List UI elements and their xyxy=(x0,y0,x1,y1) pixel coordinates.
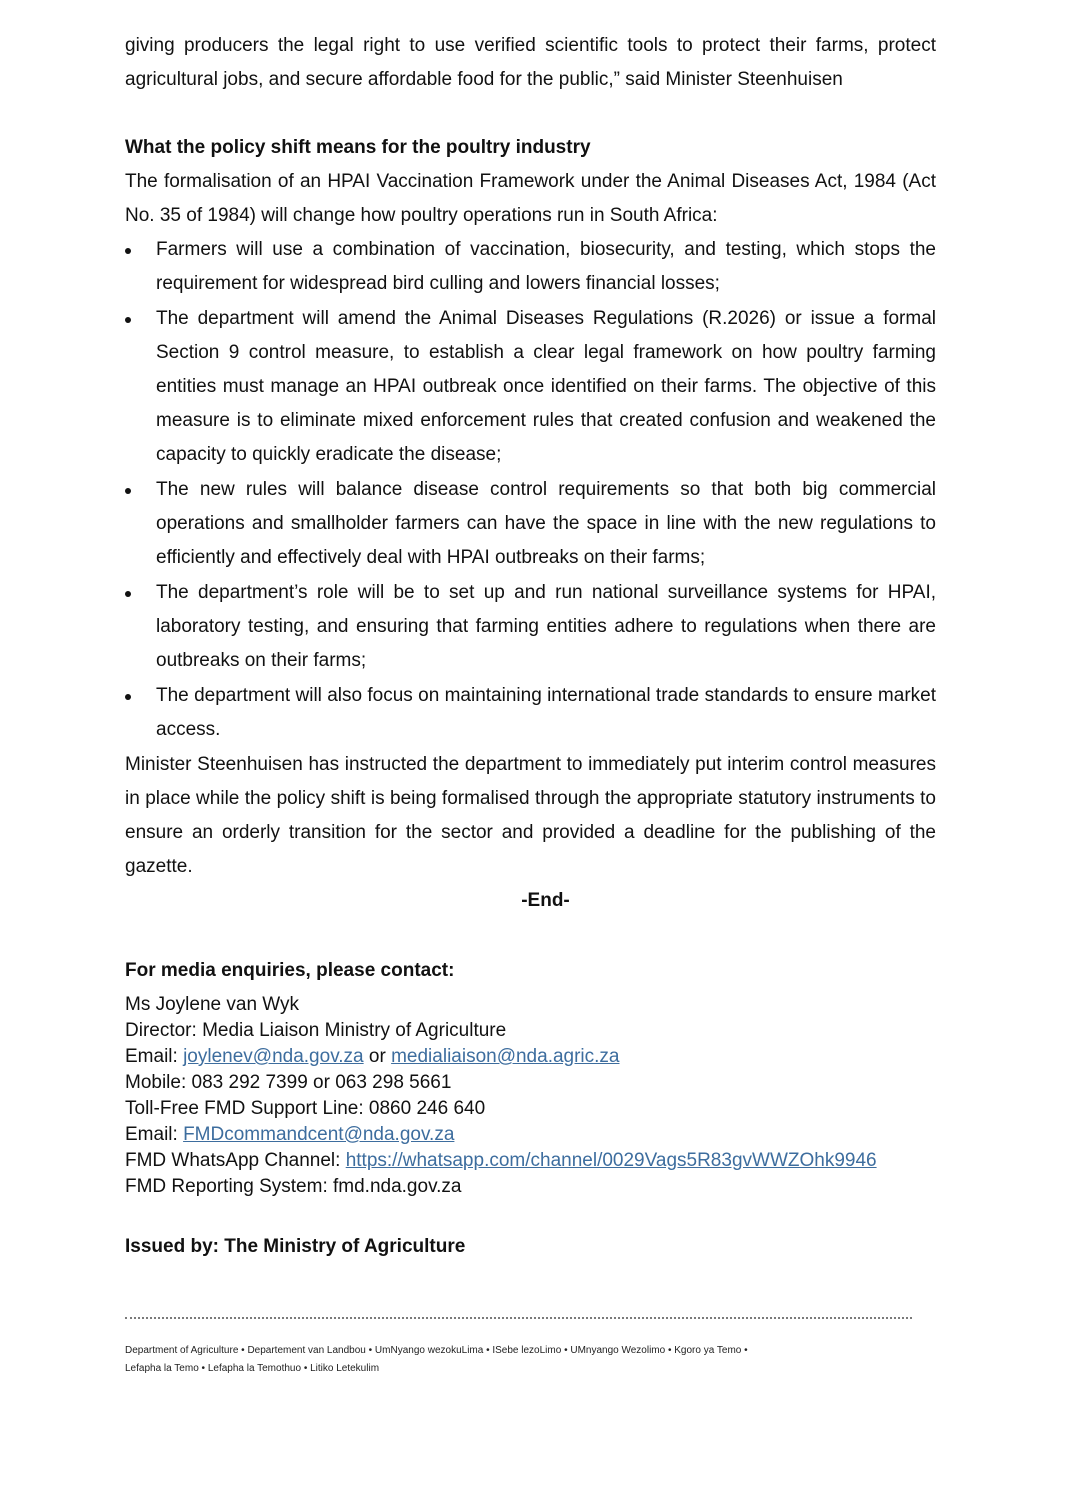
contact-email-row xyxy=(125,1044,945,1070)
list-item xyxy=(125,473,936,575)
fmd-email-row xyxy=(125,1122,945,1148)
policy-bullet-list xyxy=(125,233,936,747)
body-content xyxy=(125,29,936,918)
footer-departments xyxy=(125,1342,845,1378)
bullet-icon xyxy=(125,488,131,494)
bullet-icon xyxy=(125,591,131,597)
intro-paragraph: giving producers the legal right to use verified scientific tools to protect their farms, protect agricultural jobs, and secure affordable food for the public,” said Minister Steenhuisen xyxy=(125,35,936,90)
list-item xyxy=(125,679,936,747)
bullet-icon xyxy=(125,317,131,323)
list-item-text: The department will amend the Animal Diseases Regulations (R.2026) or issue a formal Section 9 control measure, to establish a clear legal framework on how poultry farming entities must manage an HPAI outbreak once identified on their farms. The objective of this measure is to eliminate mixed enforcement rules that created confusion and weakened the capacity to quickly eradicate the disease; xyxy=(156,308,936,465)
list-item xyxy=(125,302,936,472)
footer-line-2: Lefapha la Temo • Lefapha la Temothuo • Litiko Letekulim xyxy=(125,1363,380,1374)
section-heading: What the policy shift means for the poultry industry xyxy=(125,137,591,158)
email-link-joylene[interactable]: joylenev@nda.gov.za xyxy=(183,1046,364,1067)
list-item-text: The department’s role will be to set up and run national surveillance systems for HPAI, laboratory testing, and ensuring that farming entities adhere to regulations when there are outbreaks on their farms; xyxy=(156,582,936,671)
list-item xyxy=(125,576,936,678)
bullet-icon xyxy=(125,694,131,700)
footer-line-1: Department of Agriculture • Departement van Landbou • UmNyango wezokuLima • ISebe lezoLimo • UMnyango Wezolimo • Kgoro ya Temo • xyxy=(125,1345,748,1356)
issued-by: Issued by: The Ministry of Agriculture xyxy=(125,1236,466,1257)
fmd-email-link[interactable]: FMDcommandcent@nda.gov.za xyxy=(183,1124,455,1145)
contact-tollfree: Toll-Free FMD Support Line: 0860 246 640 xyxy=(125,1098,486,1119)
email-link-medialiaison[interactable]: medialiaison@nda.agric.za xyxy=(391,1046,620,1067)
contact-name: Ms Joylene van Wyk xyxy=(125,994,300,1015)
list-item xyxy=(125,233,936,301)
bullet-icon xyxy=(125,248,131,254)
footer-divider xyxy=(125,1317,912,1319)
media-contact-block xyxy=(125,958,945,1200)
closing-paragraph: Minister Steenhuisen has instructed the department to immediately put interim control measures in place while the policy shift is being formalised through the appropriate statutory instruments to ensure an orderly transition for the sector and provided a deadline for the publishing of the gazette. xyxy=(125,754,936,877)
list-item-text: The department will also focus on maintaining international trade standards to ensure market access. xyxy=(156,685,936,740)
section-lead-paragraph: The formalisation of an HPAI Vaccination Framework under the Animal Diseases Act, 1984 (Act No. 35 of 1984) will change how poultry operations run in South Africa: xyxy=(125,171,936,226)
whatsapp-channel-link[interactable]: https://whatsapp.com/channel/0029Vags5R83gvWWZOhk9946 xyxy=(345,1150,877,1171)
whatsapp-label: FMD WhatsApp Channel: xyxy=(125,1150,341,1171)
email-label: Email: xyxy=(125,1046,178,1067)
fmd-reporting-system: FMD Reporting System: fmd.nda.gov.za xyxy=(125,1176,462,1197)
whatsapp-row xyxy=(125,1148,945,1174)
fmd-email-label: Email: xyxy=(125,1124,178,1145)
contact-title: Director: Media Liaison Ministry of Agriculture xyxy=(125,1020,507,1041)
list-item-text: Farmers will use a combination of vaccination, biosecurity, and testing, which stops the requirement for widespread bird culling and lowers financial losses; xyxy=(156,239,936,294)
contact-mobile: Mobile: 083 292 7399 or 063 298 5661 xyxy=(125,1072,452,1093)
contact-heading: For media enquiries, please contact: xyxy=(125,960,455,981)
list-item-text: The new rules will balance disease control requirements so that both big commercial operations and smallholder farmers can have the space in line with the new regulations to efficiently and effectively deal with HPAI outbreaks on their farms; xyxy=(156,479,936,568)
end-marker: -End- xyxy=(521,890,570,911)
email-or-text: or xyxy=(368,1046,386,1067)
